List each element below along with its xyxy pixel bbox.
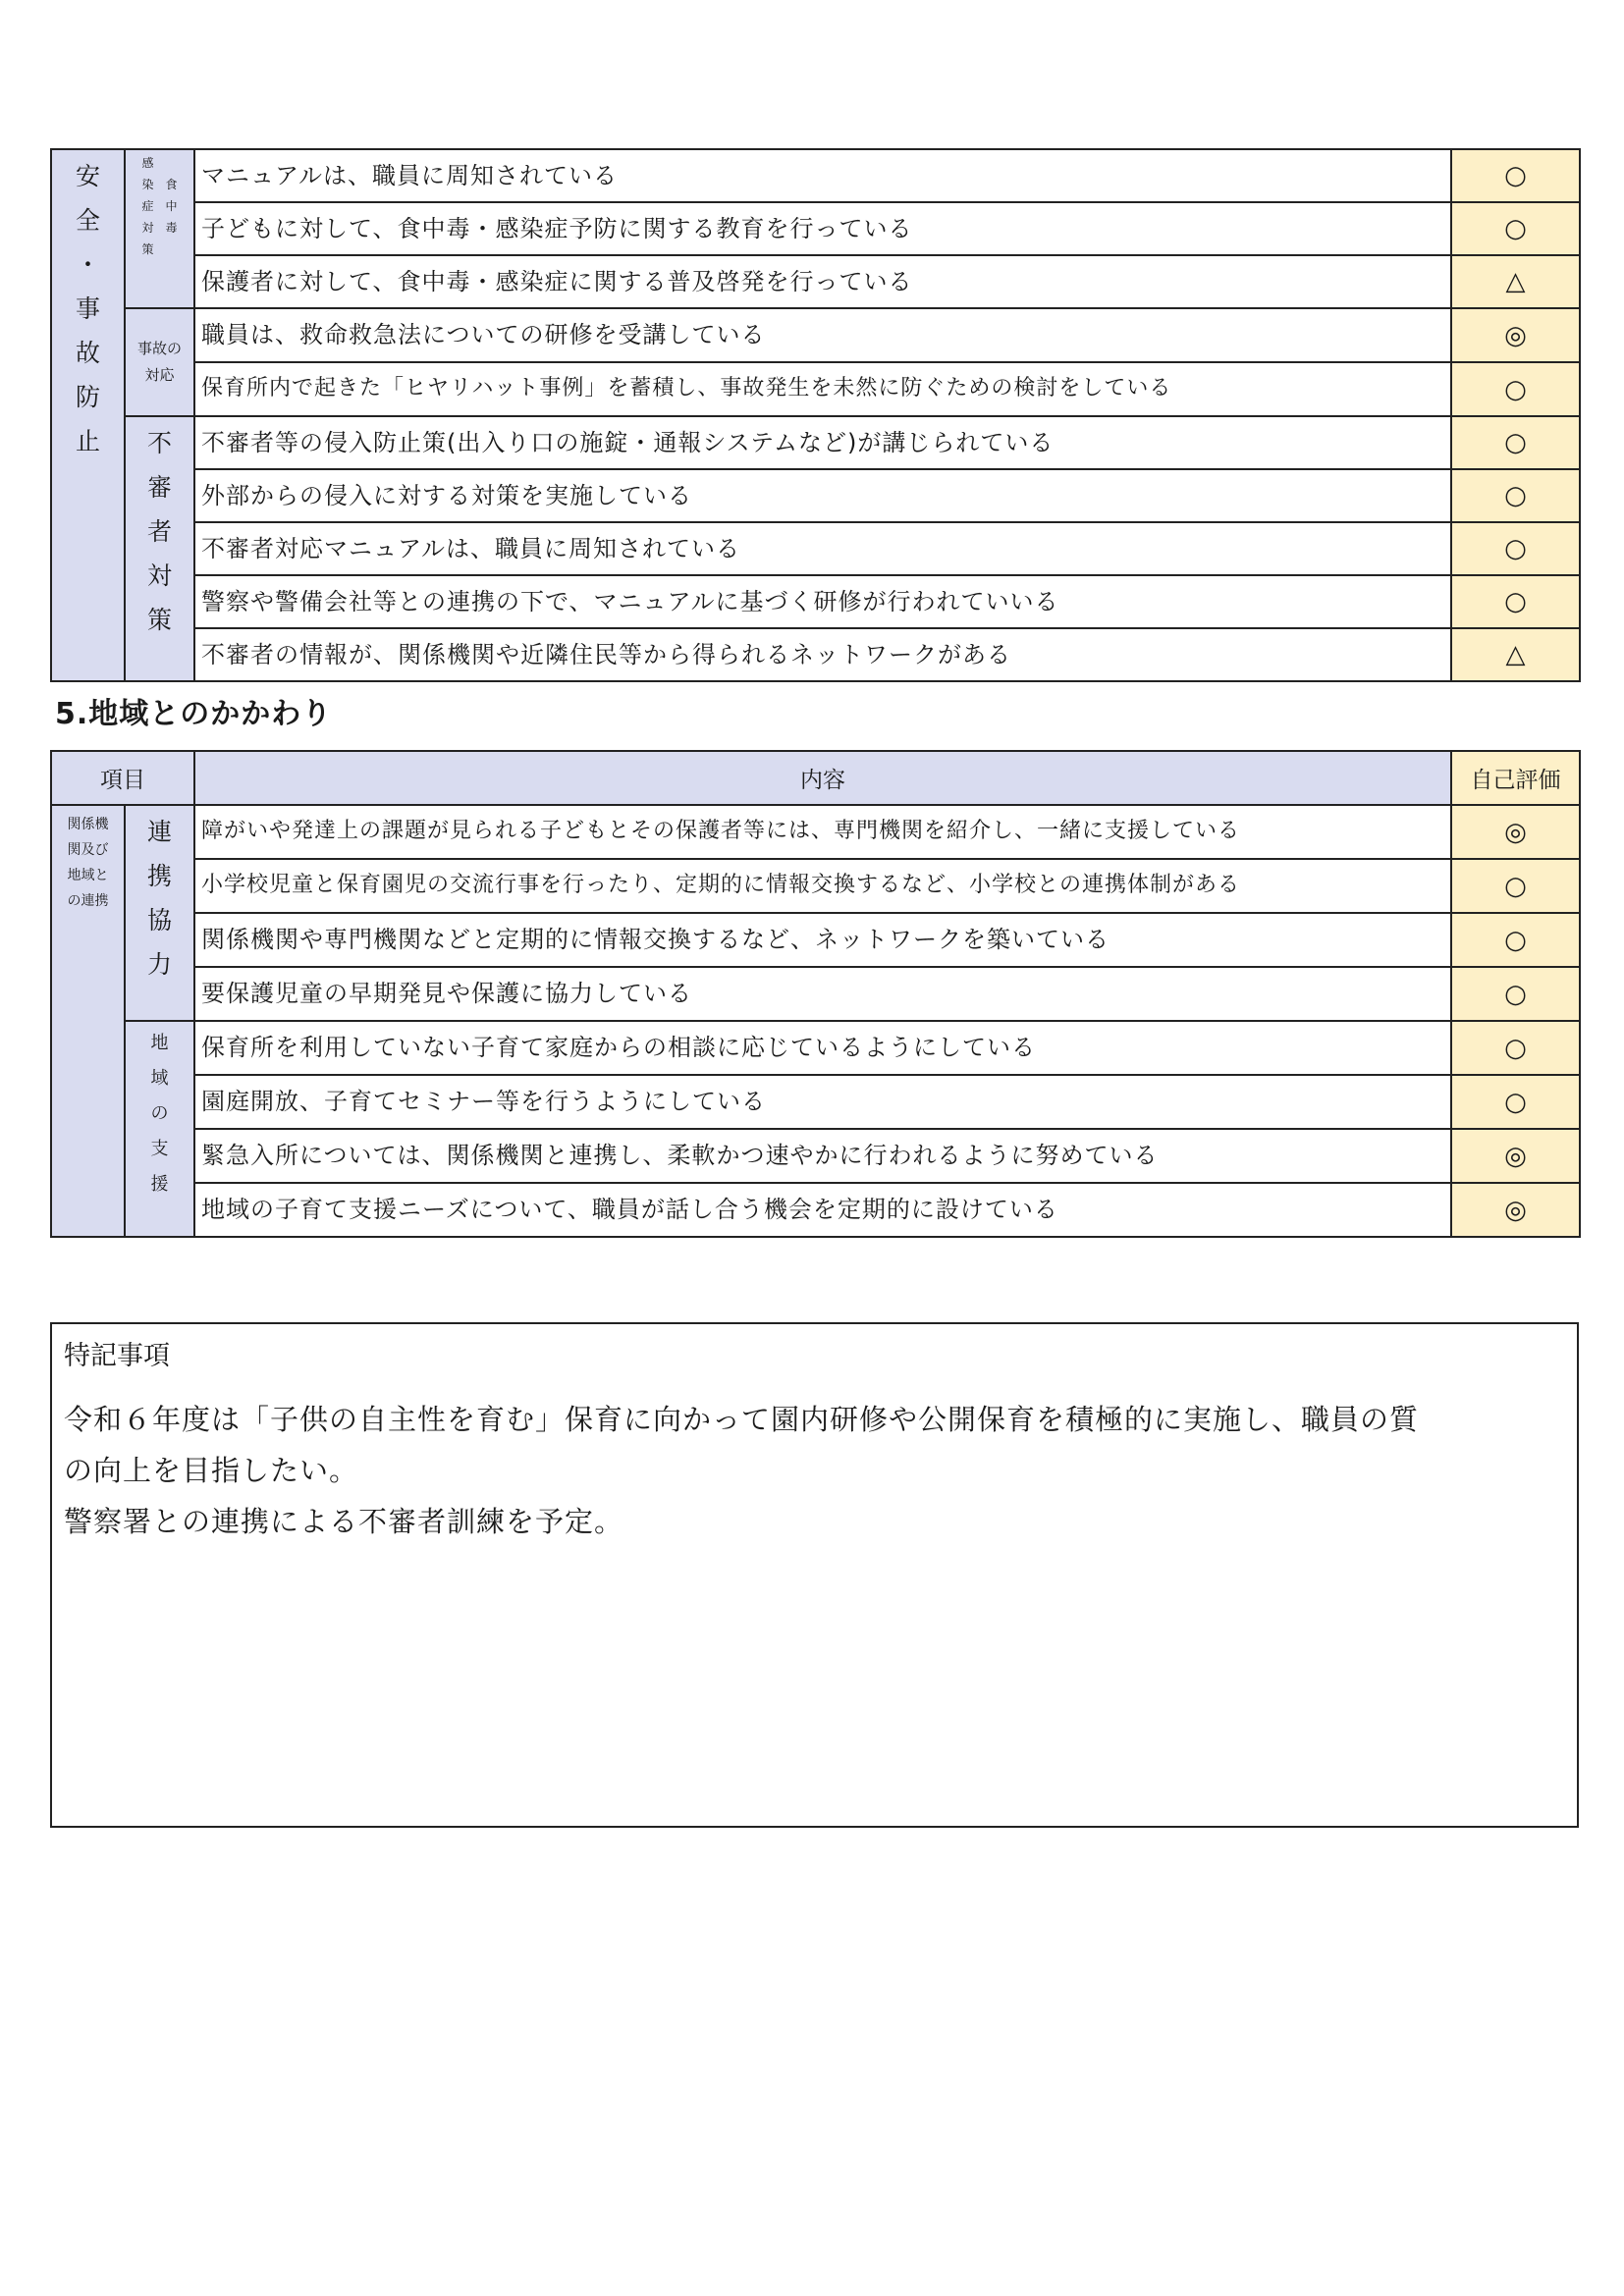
- eval-cell: ◎: [1451, 308, 1580, 362]
- subcategory-label-2: 食 中 毒: [165, 178, 178, 235]
- eval-cell: ○: [1451, 149, 1580, 202]
- eval-cell: ○: [1451, 416, 1580, 469]
- table-row: [51, 202, 1580, 255]
- content-cell: 警察や警備会社等との連携の下で、マニュアルに基づく研修が行われていいる: [194, 575, 1451, 628]
- subcategory-cooperation: [125, 805, 194, 1021]
- table-row: [51, 149, 1580, 202]
- content-cell: 要保護児童の早期発見や保護に協力している: [194, 967, 1451, 1021]
- eval-cell: ○: [1451, 362, 1580, 416]
- table-row: [51, 1129, 1580, 1183]
- table-row: [51, 913, 1580, 967]
- content-cell: 不審者等の侵入防止策(出入り口の施錠・通報システムなど)が講じられている: [194, 416, 1451, 469]
- table-row: [51, 255, 1580, 308]
- content-cell: 不審者の情報が、関係機関や近隣住民等から得られるネットワークがある: [194, 628, 1451, 681]
- eval-cell: ◎: [1451, 805, 1580, 859]
- notes-line: の向上を目指したい。: [64, 1454, 359, 1487]
- content-cell: 地域の子育て支援ニーズについて、職員が話し合う機会を定期的に設けている: [194, 1183, 1451, 1237]
- header-eval: 自己評価: [1451, 751, 1580, 805]
- header-row: [51, 751, 1580, 805]
- notes-line: 警察署との連携による不審者訓練を予定。: [64, 1505, 624, 1538]
- eval-cell: ◎: [1451, 1183, 1580, 1237]
- header-item: 項目: [51, 751, 194, 805]
- table-row: [51, 469, 1580, 522]
- subcategory-label: 感 染 症 対 策: [141, 156, 154, 256]
- table-row: [51, 859, 1580, 913]
- subcategory-label: 不 審 者 対 策: [146, 429, 172, 634]
- content-cell: 緊急入所については、関係機関と連携し、柔軟かつ速やかに行われるように努めている: [194, 1129, 1451, 1183]
- community-table: [50, 750, 1581, 1238]
- eval-cell: ○: [1451, 575, 1580, 628]
- table-row: [51, 362, 1580, 416]
- subcategory-label: 事故の 対応: [136, 340, 182, 384]
- content-cell: 保育所内で起きた「ヒヤリハット事例」を蓄積し、事故発生を未然に防ぐための検討をしている: [194, 362, 1451, 416]
- subcategory-intruder: [125, 416, 194, 681]
- header-content: 内容: [194, 751, 1451, 805]
- category-community: [51, 805, 125, 1237]
- table-row: [51, 522, 1580, 575]
- table-row: [51, 575, 1580, 628]
- eval-cell: ○: [1451, 859, 1580, 913]
- category-label: 安 全 ・ 事 故 防 止: [75, 162, 100, 455]
- subcategory-accident: [125, 308, 194, 416]
- subcategory-infection: [125, 149, 194, 308]
- eval-cell: △: [1451, 255, 1580, 308]
- section-title: 5.地域とのかかわり: [55, 697, 333, 731]
- content-cell: 障がいや発達上の課題が見られる子どもとその保護者等には、専門機関を紹介し、一緒に支援している: [194, 805, 1451, 859]
- subcategory-label: 地 域 の 支 援: [150, 1033, 169, 1195]
- table-row: [51, 805, 1580, 859]
- table-row: [51, 1183, 1580, 1237]
- table-row: [51, 1075, 1580, 1129]
- eval-cell: ◎: [1451, 1129, 1580, 1183]
- content-cell: 子どもに対して、食中毒・感染症予防に関する教育を行っている: [194, 202, 1451, 255]
- notes-line: 令和６年度は「子供の自主性を育む」保育に向かって園内研修や公開保育を積極的に実施し、職員の質: [64, 1403, 1420, 1436]
- category-label: 関係機 関及び 地域と の連携: [67, 817, 109, 909]
- content-cell: 園庭開放、子育てセミナー等を行うようにしている: [194, 1075, 1451, 1129]
- content-cell: マニュアルは、職員に周知されている: [194, 149, 1451, 202]
- eval-cell: ○: [1451, 1075, 1580, 1129]
- table-row: [51, 628, 1580, 681]
- subcategory-label: 連 携 協 力: [146, 818, 172, 979]
- eval-cell: △: [1451, 628, 1580, 681]
- eval-cell: ○: [1451, 469, 1580, 522]
- content-cell: 外部からの侵入に対する対策を実施している: [194, 469, 1451, 522]
- subcategory-local-support: [125, 1021, 194, 1237]
- notes-title: 特記事項: [64, 1341, 170, 1371]
- content-cell: 小学校児童と保育園児の交流行事を行ったり、定期的に情報交換するなど、小学校との連携体制がある: [194, 859, 1451, 913]
- notes-box: [50, 1322, 1579, 1828]
- content-cell: 保護者に対して、食中毒・感染症に関する普及啓発を行っている: [194, 255, 1451, 308]
- content-cell: 保育所を利用していない子育て家庭からの相談に応じているようにしている: [194, 1021, 1451, 1075]
- table-row: [51, 967, 1580, 1021]
- eval-cell: ○: [1451, 967, 1580, 1021]
- table-row: [51, 308, 1580, 362]
- eval-cell: ○: [1451, 913, 1580, 967]
- table-row: [51, 416, 1580, 469]
- table-row: [51, 1021, 1580, 1075]
- eval-cell: ○: [1451, 1021, 1580, 1075]
- content-cell: 関係機関や専門機関などと定期的に情報交換するなど、ネットワークを築いている: [194, 913, 1451, 967]
- category-safety: [51, 149, 125, 681]
- content-cell: 不審者対応マニュアルは、職員に周知されている: [194, 522, 1451, 575]
- safety-table: [50, 148, 1581, 682]
- content-cell: 職員は、救命救急法についての研修を受講している: [194, 308, 1451, 362]
- eval-cell: ○: [1451, 522, 1580, 575]
- eval-cell: ○: [1451, 202, 1580, 255]
